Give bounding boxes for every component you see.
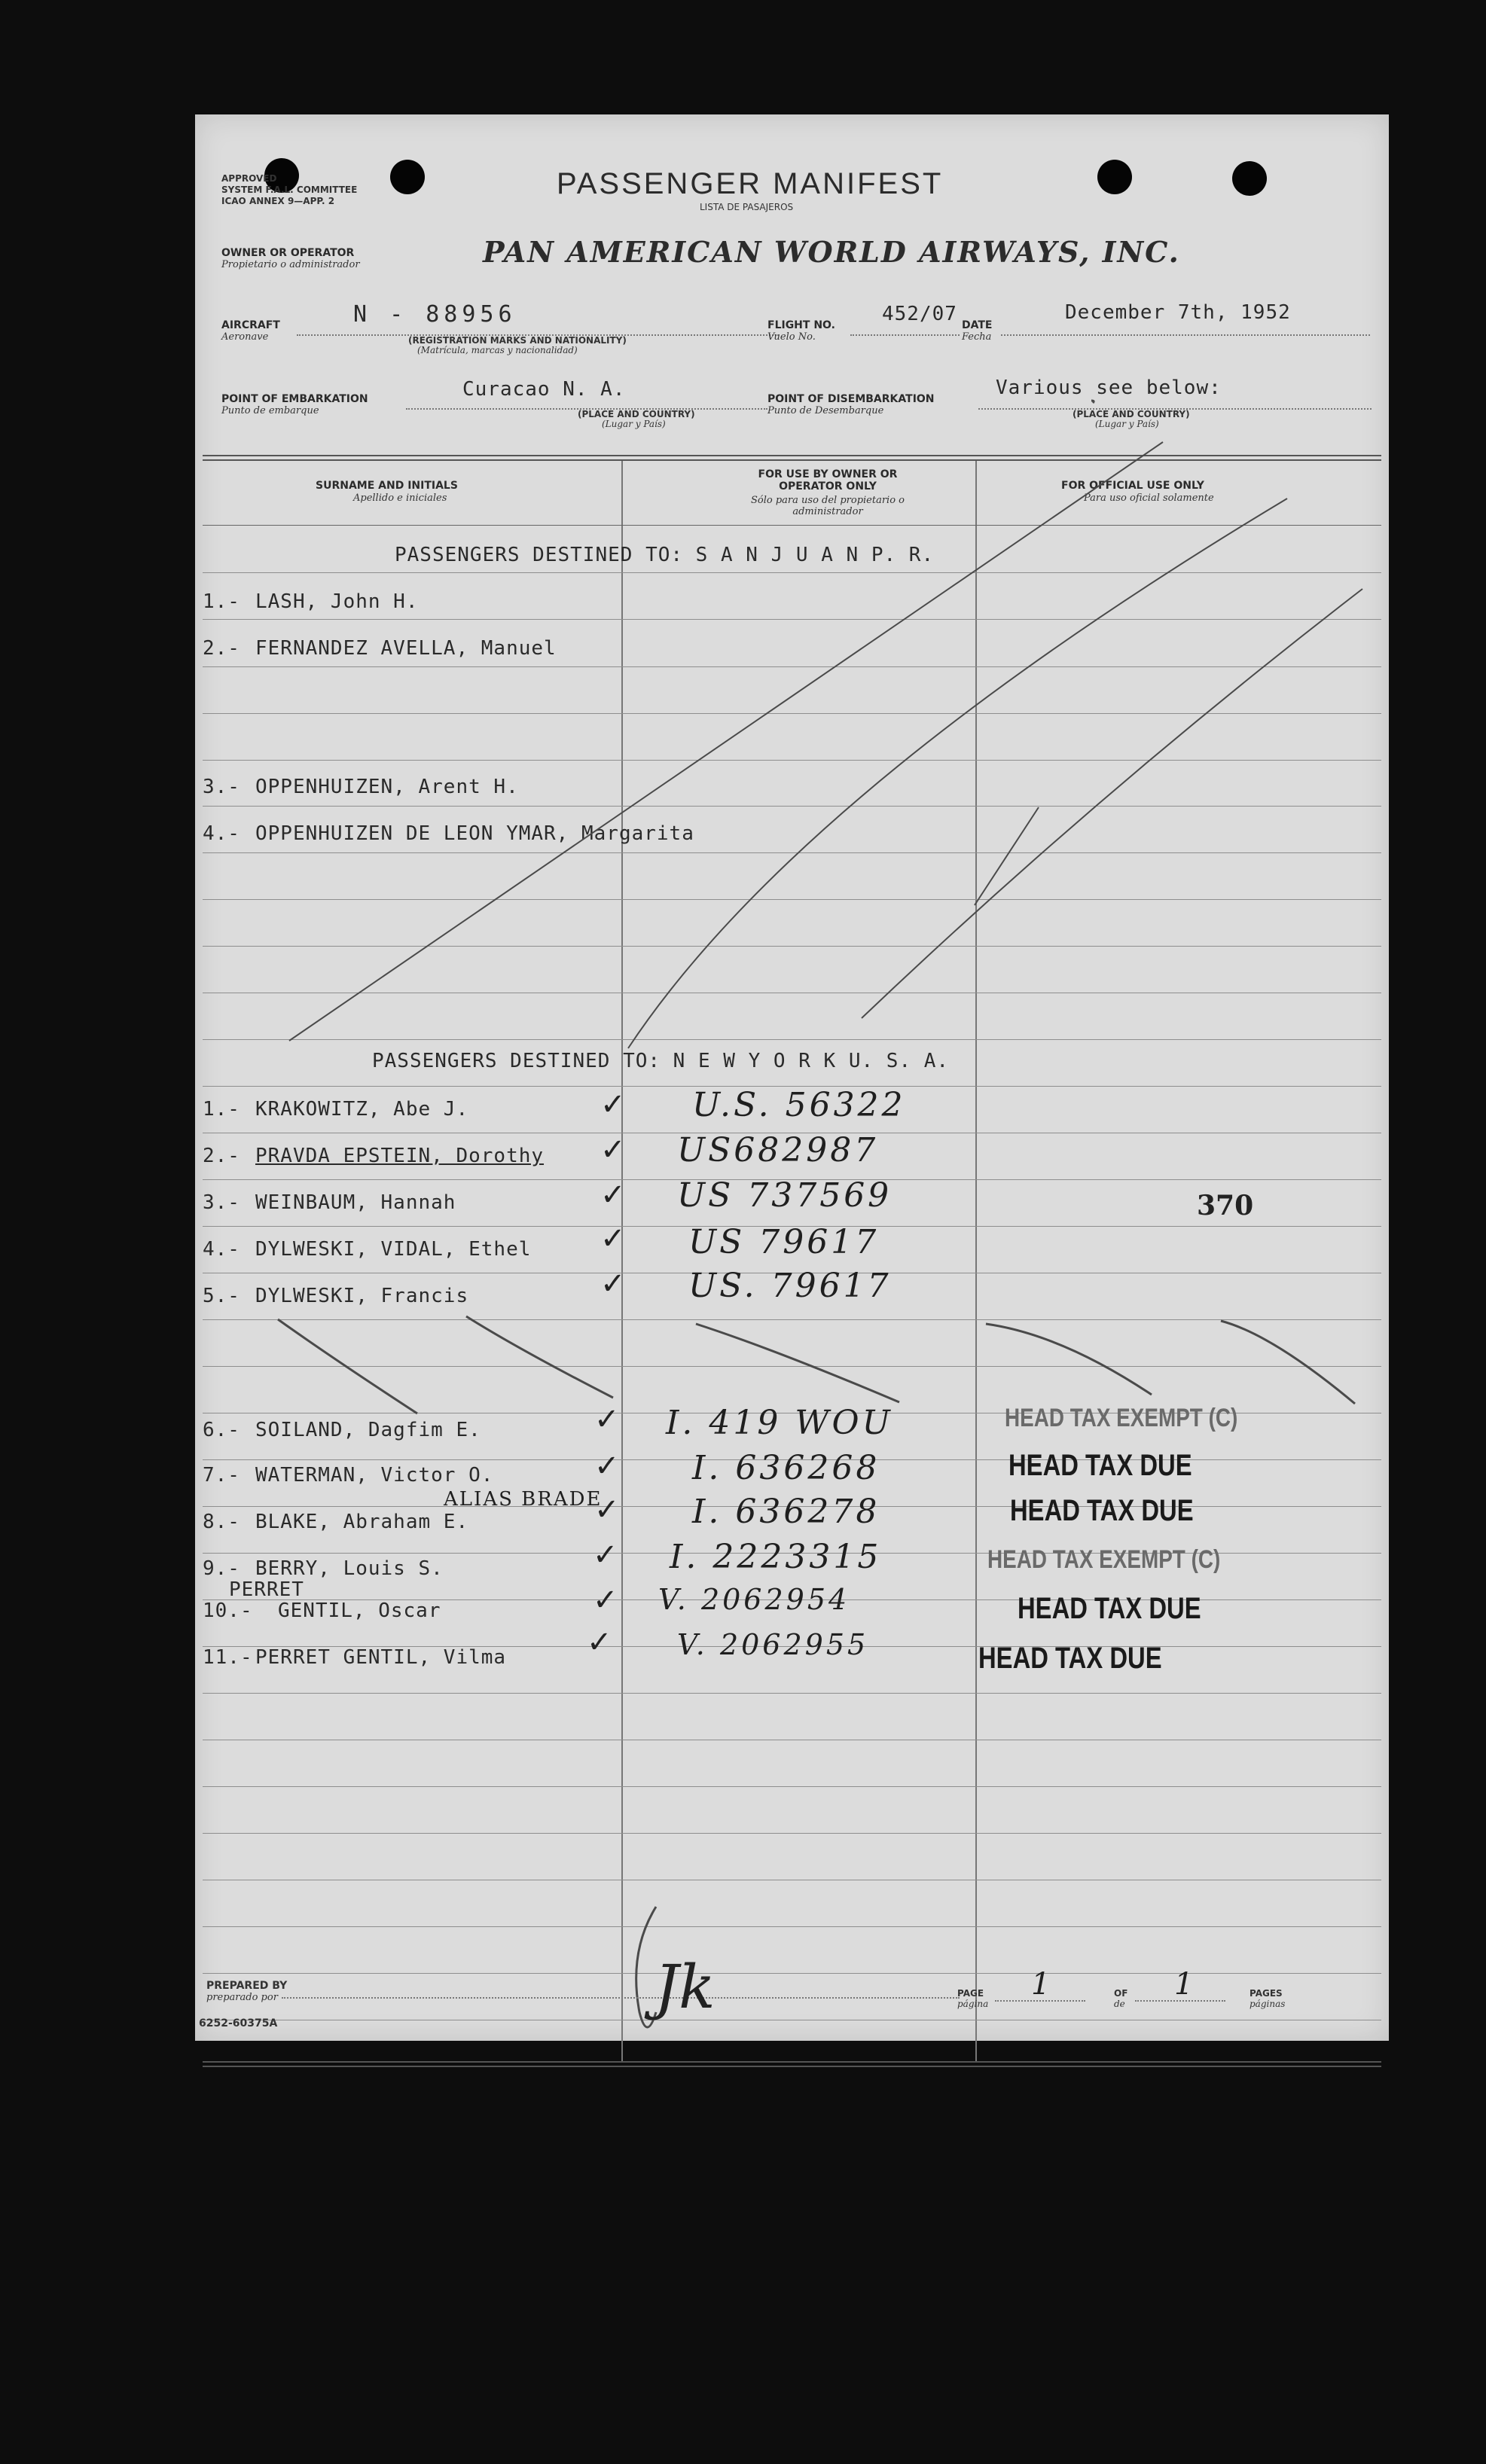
strike-line	[628, 499, 1287, 1048]
strike-line	[862, 589, 1362, 1018]
check-mark-icon: ✓	[594, 1493, 620, 1527]
manifest-sheet	[195, 114, 1389, 2041]
check-mark-icon: ✓	[600, 1221, 626, 1256]
passenger-name: SOILAND, Dagfim E.	[255, 1419, 481, 1441]
section-heading-san-juan: PASSENGERS DESTINED TO: S A N J U A N P. R.	[395, 544, 935, 566]
pages-label-es: páginas	[1250, 1999, 1286, 2009]
place-caption: (PLACE AND COUNTRY)	[578, 409, 695, 419]
date-label: DATE	[962, 319, 993, 331]
passport-number: I. 419 WOU	[666, 1404, 893, 1442]
row-number: 4.-	[203, 822, 240, 845]
passport-number: I. 636268	[692, 1449, 880, 1487]
passport-number: I. 636278	[692, 1493, 880, 1531]
disembark-label-es: Punto de Desembarque	[767, 405, 884, 416]
row-number: 11.-	[203, 1646, 253, 1669]
place-caption-es: (Lugar y País)	[602, 419, 666, 429]
owner-label: OWNER OR OPERATOR	[221, 247, 355, 259]
check-mark-icon: ✓	[587, 1625, 612, 1660]
row-number: 1.-	[203, 1098, 240, 1121]
head-tax-stamp: HEAD TAX DUE	[1008, 1449, 1192, 1482]
passenger-name: FERNANDEZ AVELLA, Manuel	[255, 637, 557, 660]
column-header-operator: FOR USE BY OWNER OR OPERATOR ONLY	[758, 468, 898, 492]
strike-line	[466, 1316, 613, 1398]
passport-number: US 79617	[688, 1223, 880, 1261]
date-value: December 7th, 1952	[1065, 301, 1291, 324]
row-number: 2.-	[203, 1145, 240, 1167]
strike-line	[696, 1324, 899, 1402]
embark-label: POINT OF EMBARKATION	[221, 393, 368, 405]
of-label: OF	[1114, 1988, 1128, 1999]
table-bottom-rule	[203, 2061, 1381, 2063]
owner-value: PAN AMERICAN WORLD AIRWAYS, INC.	[483, 235, 1180, 269]
column-header-name: SURNAME AND INITIALS	[316, 480, 458, 492]
disembark-value: Various see below:	[996, 377, 1222, 399]
strike-line	[278, 1319, 417, 1413]
check-mark-icon: ✓	[600, 1087, 626, 1122]
section-heading-new-york: PASSENGERS DESTINED TO: N E W Y O R K U. S. A.	[372, 1050, 950, 1072]
passport-number: I. 2223315	[670, 1538, 882, 1576]
passenger-name: WEINBAUM, Hannah	[255, 1191, 456, 1214]
of-label-es: de	[1114, 1999, 1125, 2009]
row-number: 7.-	[203, 1464, 240, 1487]
strike-line	[986, 1324, 1152, 1395]
preparer-signature: Jk	[655, 1952, 716, 2022]
passenger-name: KRAKOWITZ, Abe J.	[255, 1098, 469, 1121]
flight-label-es: Vuelo No.	[767, 331, 816, 343]
passport-number: V. 2062954	[658, 1583, 850, 1616]
column-header-name-es: Apellido e iniciales	[353, 492, 447, 504]
owner-label-es: Propietario o administrador	[221, 259, 360, 270]
row-number: 6.-	[203, 1419, 240, 1441]
date-label-es: Fecha	[962, 331, 992, 343]
registration-caption-es: (Matrícula, marcas y nacionalidad)	[417, 345, 578, 355]
row-number: 10.-	[203, 1599, 253, 1622]
row-number: 3.-	[203, 1191, 240, 1214]
head-tax-stamp: HEAD TAX DUE	[1010, 1494, 1194, 1527]
pencil-strokes	[195, 114, 1389, 2041]
row-number: 5.-	[203, 1285, 240, 1307]
place-caption-es: (Lugar y País)	[1095, 419, 1159, 429]
stray-mark	[1091, 401, 1094, 403]
flight-value: 452/07	[882, 303, 957, 325]
passport-number: U.S. 56322	[692, 1086, 906, 1124]
signature-stroke	[636, 1907, 656, 2027]
passport-number: US 737569	[677, 1176, 893, 1215]
page-subtitle: LISTA DE PASAJEROS	[700, 202, 794, 212]
embark-label-es: Punto de embarque	[221, 405, 319, 416]
check-mark-icon: ✓	[594, 1449, 620, 1484]
column-header-official: FOR OFFICIAL USE ONLY	[1061, 480, 1204, 492]
page-label: PAGE	[957, 1988, 984, 1999]
row-number: 2.-	[203, 637, 240, 660]
check-mark-icon: ✓	[594, 1402, 620, 1437]
passenger-name: PRAVDA EPSTEIN, Dorothy	[255, 1145, 545, 1167]
pages-label: PAGES	[1250, 1988, 1283, 1999]
row-number: 4.-	[203, 1238, 240, 1261]
check-mark-icon: ✓	[600, 1267, 626, 1301]
aircraft-value: N - 88956	[353, 301, 517, 328]
approval-line: APPROVED	[221, 173, 277, 184]
strike-line	[289, 442, 1163, 1041]
approval-line: ICAO ANNEX 9—APP. 2	[221, 196, 335, 206]
head-tax-stamp: HEAD TAX EXEMPT (C)	[1005, 1404, 1238, 1432]
passenger-name: PERRET GENTIL, Vilma	[255, 1646, 507, 1669]
passport-number: V. 2062955	[677, 1628, 869, 1661]
page-label-es: página	[957, 1999, 989, 2009]
strike-line	[1221, 1321, 1355, 1404]
embark-value: Curacao N. A.	[462, 378, 626, 401]
column-header-operator-es: Sólo para uso del propietario o administrador	[751, 495, 905, 517]
table-bottom-rule	[203, 2066, 1381, 2067]
passenger-name: LASH, John H.	[255, 590, 419, 613]
aircraft-label-es: Aeronave	[221, 331, 269, 343]
passenger-name: BERRY, Louis S.	[255, 1557, 444, 1580]
check-mark-icon: ✓	[593, 1583, 618, 1618]
passenger-name: BLAKE, Abraham E.	[255, 1511, 469, 1533]
disembark-label: POINT OF DISEMBARKATION	[767, 393, 935, 405]
passenger-name: OPPENHUIZEN, Arent H.	[255, 776, 519, 798]
passenger-name: DYLWESKI, VIDAL, Ethel	[255, 1238, 532, 1261]
row-number: 9.-	[203, 1557, 240, 1580]
flight-label: FLIGHT NO.	[767, 319, 835, 331]
passenger-name: OPPENHUIZEN DE LEON YMAR, Margarita	[255, 822, 694, 845]
registration-caption: (REGISTRATION MARKS AND NATIONALITY)	[408, 335, 627, 346]
page-number: 1	[1031, 1967, 1054, 2002]
head-tax-stamp: HEAD TAX DUE	[1018, 1592, 1201, 1625]
row-number: 8.-	[203, 1511, 240, 1533]
passport-number: US682987	[677, 1131, 879, 1169]
place-caption: (PLACE AND COUNTRY)	[1073, 409, 1190, 419]
passenger-name: GENTIL, Oscar	[278, 1599, 441, 1622]
passenger-name: WATERMAN, Victor O.	[255, 1464, 494, 1487]
alias-note: ALIAS BRADE	[444, 1488, 603, 1511]
form-number: 6252-60375A	[199, 2017, 278, 2029]
margin-number: 370	[1197, 1190, 1254, 1221]
approval-line: SYSTEM F.A.L. COMMITTEE	[221, 184, 358, 195]
aircraft-label: AIRCRAFT	[221, 319, 280, 331]
passport-number: US. 79617	[688, 1267, 892, 1305]
strike-line	[975, 807, 1039, 905]
check-mark-icon: ✓	[593, 1538, 618, 1572]
check-mark-icon: ✓	[600, 1178, 626, 1212]
prepared-underline	[282, 1996, 960, 1999]
head-tax-stamp: HEAD TAX EXEMPT (C)	[987, 1545, 1221, 1574]
check-mark-icon: ✓	[600, 1133, 626, 1167]
prepared-label: PREPARED BY	[206, 1980, 288, 1992]
head-tax-stamp: HEAD TAX DUE	[978, 1642, 1162, 1675]
row-number: 3.-	[203, 776, 240, 798]
total-pages: 1	[1174, 1967, 1197, 2002]
prepared-label-es: preparado por	[206, 1992, 278, 2003]
row-number: 1.-	[203, 590, 240, 613]
column-header-official-es: Para uso oficial solamente	[1084, 492, 1214, 504]
passenger-name: DYLWESKI, Francis	[255, 1285, 469, 1307]
perret-note: PERRET	[229, 1578, 304, 1601]
page-title: PASSENGER MANIFEST	[557, 167, 944, 200]
